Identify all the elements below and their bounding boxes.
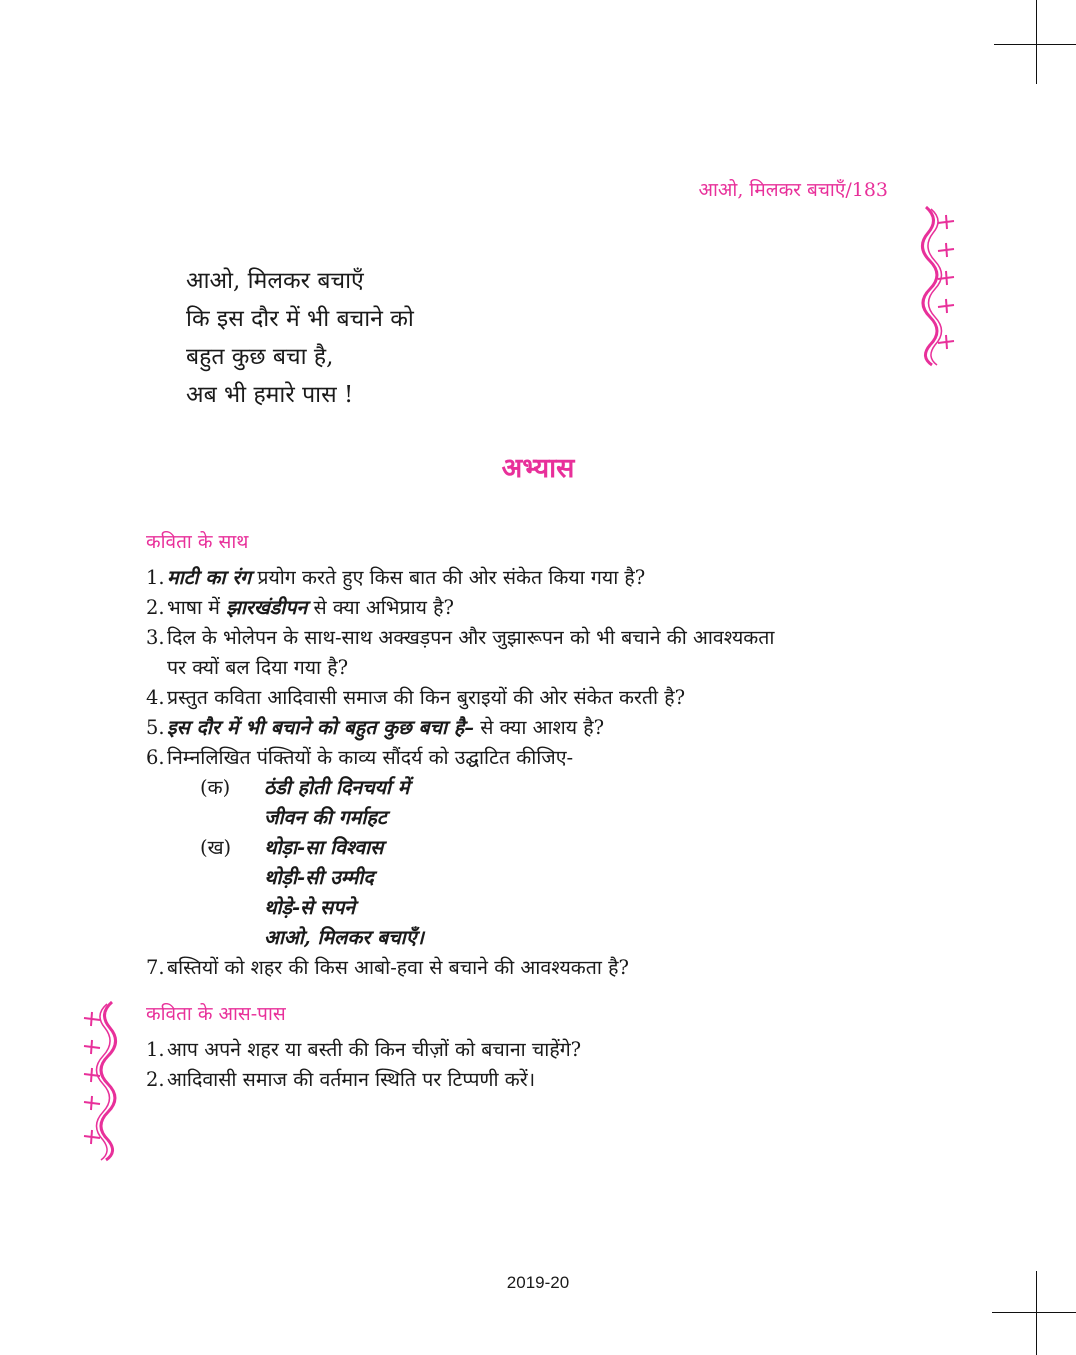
question-number: 5. — [146, 716, 165, 739]
question-text: प्रयोग करते हुए किस बात की ओर संकेत किया गया है? — [251, 566, 646, 589]
question-2 — [146, 593, 896, 623]
question-text: निम्नलिखित पंक्तियों के काव्य सौंदर्य को उद्घाटित कीजिए- — [167, 746, 574, 769]
quoted-line: आओ, मिलकर बचाएँ। — [264, 926, 424, 949]
sub-question-label: (क) — [200, 776, 231, 799]
decorative-vine-icon — [82, 1000, 122, 1162]
running-header: आओ, मिलकर बचाएँ/183 — [698, 179, 888, 201]
question-number: 7. — [146, 956, 165, 979]
question-1 — [146, 563, 896, 593]
question-highlight: इस दौर में भी बचाने को बहुत कुछ बचा है– — [167, 716, 474, 739]
question-number: 3. — [146, 626, 165, 649]
question-list-section1 — [146, 563, 896, 983]
question-text: भाषा में — [167, 596, 227, 619]
quoted-line: थोड़ी-सी उम्मीद — [264, 866, 374, 889]
question-number: 1. — [146, 1038, 165, 1061]
question-text: से क्या अभिप्राय है? — [307, 596, 454, 619]
crop-mark-icon — [994, 44, 1076, 45]
question-text: प्रस्तुत कविता आदिवासी समाज की किन बुराइयों की ओर संकेत करती है? — [167, 686, 686, 709]
question-highlight: झारखंडीपन — [226, 596, 308, 619]
section-heading-kavita-ke-saath: कविता के साथ — [146, 531, 249, 553]
question-number: 2. — [146, 596, 165, 619]
decorative-vine-icon — [916, 205, 960, 367]
question-text: आदिवासी समाज की वर्तमान स्थिति पर टिप्पणी करें। — [167, 1068, 536, 1091]
question-text: से क्या आशय है? — [474, 716, 605, 739]
question-7 — [146, 953, 896, 983]
section-heading-kavita-ke-aas-paas: कविता के आस-पास — [146, 1003, 286, 1025]
sub-question-ka — [200, 773, 896, 833]
question-3 — [146, 623, 896, 653]
poem-stanza — [186, 262, 414, 414]
crop-mark-icon — [1036, 0, 1037, 84]
question-6 — [146, 743, 896, 773]
poem-line: अब भी हमारे पास ! — [186, 382, 354, 408]
poem-line: आओ, मिलकर बचाएँ — [186, 268, 364, 294]
question-text: पर क्यों बल दिया गया है? — [167, 656, 349, 679]
question-number: 2. — [146, 1068, 165, 1091]
quoted-line: थोड़े-से सपने — [264, 896, 356, 919]
question-text: आप अपने शहर या बस्ती की किन चीज़ों को बचाना चाहेंगे? — [167, 1038, 582, 1061]
crop-mark-icon — [992, 1312, 1076, 1313]
question-1 — [146, 1035, 896, 1065]
question-number: 6. — [146, 746, 165, 769]
exercise-title: अभ्यास — [501, 453, 575, 484]
quoted-line: थोड़ा-सा विश्वास — [264, 836, 384, 859]
poem-line: कि इस दौर में भी बचाने को — [186, 306, 414, 332]
question-2 — [146, 1065, 896, 1095]
quoted-line: ठंडी होती दिनचर्या में — [264, 776, 410, 799]
sub-question-kha — [200, 833, 896, 953]
question-text: बस्तियों को शहर की किस आबो-हवा से बचाने की आवश्यकता है? — [167, 956, 629, 979]
poem-line: बहुत कुछ बचा है, — [186, 344, 334, 370]
question-5 — [146, 713, 896, 743]
question-number: 4. — [146, 686, 165, 709]
question-text: दिल के भोलेपन के साथ-साथ अक्खड़पन और जुझारूपन को भी बचाने की आवश्यकता — [167, 626, 775, 649]
question-highlight: माटी का रंग — [167, 566, 252, 589]
question-number: 1. — [146, 566, 165, 589]
sub-question-label: (ख) — [200, 836, 232, 859]
quoted-line: जीवन की गर्माहट — [264, 806, 387, 829]
question-list-section2 — [146, 1035, 896, 1095]
footer-year: 2019-20 — [506, 1273, 570, 1292]
question-4 — [146, 683, 896, 713]
